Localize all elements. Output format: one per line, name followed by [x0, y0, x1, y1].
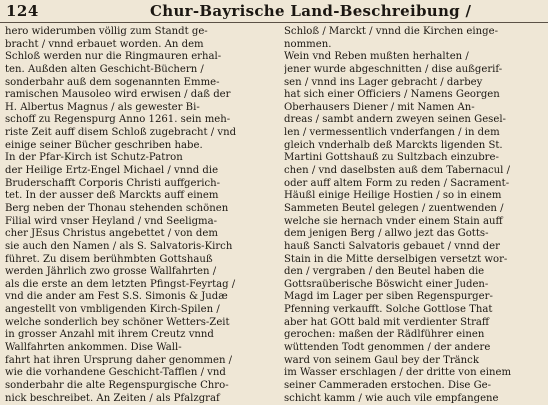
text-line: den / vergraben / den Beutel haben die — [284, 266, 485, 278]
left-text-column — [5, 26, 267, 405]
text-line: Filial wird vnser Heyland / vnd Seeligma- — [5, 215, 218, 227]
text-line: sen / vnnd ins Lager gebracht / darbey — [284, 76, 483, 88]
text-line: führet. Zu disem berühmbten Gottshauß — [5, 253, 213, 265]
text-line: Schloß / Marckt / vnnd die Kirchen einge- — [284, 26, 498, 37]
text-line: im Wasser erschlagen / der dritte von einem — [284, 367, 512, 379]
text-line: als die erste an dem letzten Pfingst-Feyrtag / — [5, 278, 236, 290]
text-line: Pfenning verkaufft. Solche Gottlose That — [284, 304, 493, 316]
running-title: Chur-Bayrische Land-Beschreibung / — [150, 2, 472, 20]
text-line: gerochen: maßen der Rädlführer einen — [284, 329, 485, 341]
text-line: schicht kamm / wie auch vile empfangene — [284, 392, 499, 404]
text-line: sonderbahr die alte Regenspurgische Chro- — [5, 379, 229, 391]
text-line: hero widerumben völlig zum Standt ge- — [5, 26, 208, 37]
text-line: cher JEsus Christus angebettet / von dem — [5, 228, 218, 240]
text-line: nick beschreibet. An Zeiten / als Pfalzgraf — [5, 392, 220, 404]
text-line: Berg neben der Thonau stehenden schönen — [5, 202, 229, 214]
text-line: wüttenden Todt genommen / der andere — [284, 342, 491, 354]
text-line: ten. Außden alten Geschicht-Büchern / — [5, 63, 204, 75]
text-line: in grosser Anzahl mit ihrem Creutz vnnd — [5, 329, 214, 341]
text-line: Wein vnd Reben mußten herhalten / — [284, 51, 469, 63]
text-line: hauß Sancti Salvatoris gebauet / vnnd der — [284, 240, 500, 252]
text-line: nommen. — [284, 38, 332, 50]
text-line: Bruderschafft Corporis Christi auffgerich- — [5, 177, 221, 189]
text-line: seiner Cammeraden erstochen. Dise Ge- — [284, 379, 492, 391]
text-line: ward von seinem Gaul bey der Tränck — [284, 354, 479, 366]
text-line: dreas / sambt andern zweyen seinen Gesel- — [284, 114, 506, 126]
text-line: ramischen Mausoleo wird erwisen / daß der — [5, 89, 231, 101]
text-line: sie auch den Namen / als S. Salvatoris-Kirch — [5, 240, 233, 252]
page-header — [0, 0, 548, 23]
text-line: hat sich einer Officiers / Namens Georgen — [284, 89, 500, 101]
text-line: welche sonderlich bey schöner Wetters-Zeit — [5, 316, 230, 328]
text-line: aber hat GOtt bald mit verdienter Straff — [284, 316, 490, 328]
text-line: Häußl einige Heilige Hostien / so in einem — [284, 190, 502, 202]
text-line: gleich vnderhalb deß Marckts ligenden St. — [284, 139, 503, 151]
text-line: angestellt von vmbligenden Kirch-Spilen / — [5, 304, 220, 316]
text-line: einige seiner Bücher geschriben habe. — [5, 139, 203, 151]
text-line: Gottsraüberische Böswicht einer Juden- — [284, 278, 489, 290]
text-line: welche sie hernach vnder einem Stain auff — [284, 215, 503, 227]
text-line: vnd die ander am Fest S.S. Simonis & Judæ — [5, 291, 228, 303]
text-line: tet. In der ausser deß Marckts auff einem — [5, 190, 219, 202]
text-line: Magd im Lager per siben Regenspurger- — [284, 291, 493, 303]
right-text-column — [284, 26, 546, 405]
text-line: len / vermessentlich vnderfangen / in dem — [284, 127, 500, 139]
text-line: riste Zeit auff disem Schloß zugebracht / vnd — [5, 127, 237, 139]
text-line: bracht / vnnd erbauet worden. An dem — [5, 38, 204, 50]
text-line: fahrt hat ihren Ursprung daher genommen / — [5, 354, 233, 366]
text-line: wie die vorhandene Geschicht-Tafflen / vnd — [5, 367, 226, 379]
text-line: Schloß werden nur die Ringmauren erhal- — [5, 51, 222, 63]
text-line: jener wurde abgeschnitten / dise außgerif- — [284, 63, 503, 75]
text-line: der Heilige Ertz-Engel Michael / vnnd die — [5, 165, 219, 177]
text-line: Wallfahrten ankommen. Dise Wall- — [5, 342, 182, 354]
text-line: Martini Gottshauß zu Sultzbach einzubre- — [284, 152, 499, 164]
text-line: oder auff altem Form zu reden / Sacrament- — [284, 177, 510, 189]
text-line: sonderbahr auß dem sogenannten Emme- — [5, 76, 220, 88]
text-line: werden Jährlich zwo grosse Wallfahrten / — [5, 266, 217, 278]
text-line: H. Albertus Magnus / als gewester Bi- — [5, 101, 200, 113]
text-line: Sammeten Beutel gelegen / zuentwenden / — [284, 202, 504, 214]
text-line: Oberhausers Diener / mit Namen An- — [284, 101, 475, 113]
page-number: 124 — [6, 2, 39, 20]
text-line: Stain in die Mitte derselbigen versetzt wor- — [284, 253, 508, 265]
text-line: dem jenigen Berg / allwo jezt das Gotts- — [284, 228, 489, 240]
text-line: In der Pfar-Kirch ist Schutz-Patron — [5, 152, 183, 164]
text-line: schoff zu Regenspurg Anno 1261. sein meh- — [5, 114, 231, 126]
text-line: chen / vnd daselbsten auß dem Tabernacul / — [284, 165, 510, 177]
